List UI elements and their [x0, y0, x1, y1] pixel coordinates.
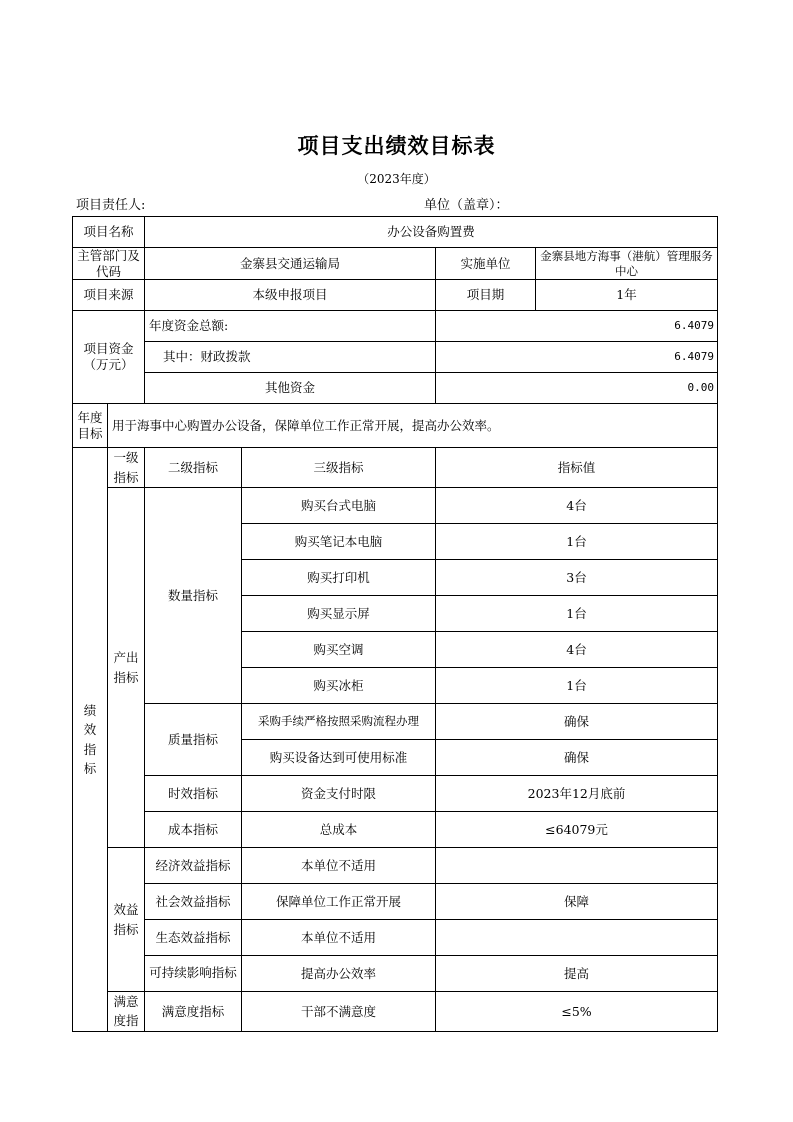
- unit-seal-label: 单位（盖章）：: [424, 198, 509, 213]
- indicator-name: 采购手续严格按照采购流程办理: [242, 704, 436, 740]
- indicator-value: 1台: [436, 668, 718, 704]
- indicator-value: 2023年12月底前: [436, 776, 718, 812]
- satisfaction-label: [108, 992, 145, 1032]
- impl-unit-label: 实施单位: [436, 248, 536, 280]
- satisfaction-text: 满意度指: [113, 994, 139, 1029]
- indicator-value: 保障: [436, 884, 718, 920]
- period-value: 1年: [536, 280, 718, 311]
- performance-indicators-label: [73, 448, 108, 1032]
- indicator-name: 购买冰柜: [242, 668, 436, 704]
- indicator-name: 购买台式电脑: [242, 488, 436, 524]
- output-indicators-text: 产出指标: [113, 650, 139, 685]
- indicator-value: 3台: [436, 560, 718, 596]
- timeliness-indicators-label: 时效指标: [145, 776, 242, 812]
- indicator-name: 购买空调: [242, 632, 436, 668]
- level3-header: 三级指标: [242, 448, 436, 488]
- indicator-name: 保障单位工作正常开展: [242, 884, 436, 920]
- indicator-name: 本单位不适用: [242, 848, 436, 884]
- total-funds-label: 年度资金总额:: [145, 311, 436, 342]
- responsible-label: 项目责任人:: [76, 198, 146, 213]
- indicator-name: 干部不满意度: [242, 992, 436, 1032]
- indicator-value: 确保: [436, 704, 718, 740]
- benefit-level2: [145, 956, 242, 992]
- output-indicators-label: [108, 488, 145, 848]
- indicator-value: 提高: [436, 956, 718, 992]
- total-funds-value: 6.4079: [436, 311, 718, 342]
- impl-unit-value: 金寨县地方海事（港航）管理服务中心: [536, 248, 718, 280]
- dept-value: 金寨县交通运输局: [145, 248, 436, 280]
- value-header: 指标值: [436, 448, 718, 488]
- project-name-label: 项目名称: [73, 217, 145, 248]
- quality-indicators-label: 质量指标: [145, 704, 242, 776]
- other-funds-value: 0.00: [436, 373, 718, 404]
- indicator-value: 1台: [436, 596, 718, 632]
- year-subtitle: （2023年度）: [357, 172, 436, 186]
- dept-label: 主管部门及代码: [73, 248, 145, 280]
- source-value: 本级申报项目: [145, 280, 436, 311]
- project-name-value: 办公设备购置费: [145, 217, 718, 248]
- cost-indicators-label: 成本指标: [145, 812, 242, 848]
- quantity-indicators-label: 数量指标: [145, 488, 242, 704]
- annual-goal-label: [73, 404, 108, 448]
- benefit-indicators-text: 效益指标: [113, 902, 139, 937]
- page-title: 项目支出绩效目标表: [297, 133, 496, 158]
- indicator-name: 购买显示屏: [242, 596, 436, 632]
- period-label: 项目期: [436, 280, 536, 311]
- satisfaction-level2: 满意度指标: [145, 992, 242, 1032]
- fiscal-funds-value: 6.4079: [436, 342, 718, 373]
- level1-header-text: 一级指标: [113, 450, 139, 485]
- level1-header: [108, 448, 145, 488]
- funds-label-line1: 项目资金: [83, 341, 134, 356]
- funds-label: [73, 311, 145, 404]
- indicator-name: 提高办公效率: [242, 956, 436, 992]
- indicator-value: ≤64079元: [436, 812, 718, 848]
- indicator-value: 确保: [436, 740, 718, 776]
- indicator-value: [436, 920, 718, 956]
- funds-label-line2: （万元）: [83, 357, 134, 373]
- indicator-value: 1台: [436, 524, 718, 560]
- performance-table: [72, 216, 718, 1032]
- indicator-name: 总成本: [242, 812, 436, 848]
- indicator-value: 4台: [436, 632, 718, 668]
- indicator-value: ≤5%: [436, 992, 718, 1032]
- benefit-level2: 生态效益指标: [145, 920, 242, 956]
- level2-header: 二级指标: [145, 448, 242, 488]
- source-label: 项目来源: [73, 280, 145, 311]
- benefit-level2-text: 可持续影响指标: [149, 965, 237, 981]
- indicator-name: 资金支付时限: [242, 776, 436, 812]
- indicator-name: 购买笔记本电脑: [242, 524, 436, 560]
- performance-indicators-text: 绩效指标: [83, 702, 97, 776]
- indicator-value: 4台: [436, 488, 718, 524]
- indicator-name: 购买打印机: [242, 560, 436, 596]
- annual-goal-text: 用于海事中心购置办公设备，保障单位工作正常开展，提高办公效率。: [108, 404, 718, 448]
- indicator-name: 本单位不适用: [242, 920, 436, 956]
- indicator-value: [436, 848, 718, 884]
- indicator-name: 购买设备达到可使用标准: [242, 740, 436, 776]
- benefit-indicators-label: [108, 848, 145, 992]
- benefit-level2: 社会效益指标: [145, 884, 242, 920]
- other-funds-label: 其他资金: [145, 373, 436, 404]
- benefit-level2: 经济效益指标: [145, 848, 242, 884]
- annual-goal-label-line1: 年度: [77, 409, 103, 425]
- annual-goal-label-line2: 目标: [77, 425, 103, 441]
- fiscal-funds-label: 其中：财政拨款: [145, 342, 436, 373]
